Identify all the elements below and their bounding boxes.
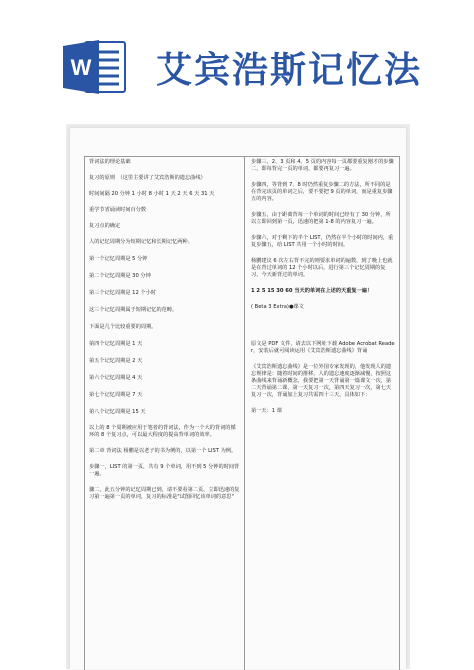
- text-line: 背词法的理论基础: [89, 159, 131, 165]
- right-column: [251, 159, 395, 415]
- text-line: 第一天：1 课: [251, 408, 282, 414]
- text-line: 步骤一，LIST 的第一页，共有 9 个单词，用不到 5 分钟的时间背一遍。: [89, 464, 240, 477]
- text-line: 第七个记忆周期是 7 天: [89, 392, 143, 398]
- text-line: ( Beta 3 Extra)●课文: [251, 304, 304, 310]
- text-line: 第五个记忆周期是 2 天: [89, 358, 143, 364]
- text-line: 步骤三，2、3 页和 4、5 页的内容每一页都要重复刚才的步骤二，即每背完一页的单词，都要再复习一遍。: [251, 159, 394, 172]
- two-column-table: [84, 156, 400, 670]
- left-column: [89, 159, 240, 501]
- word-document-icon: [63, 38, 129, 96]
- text-line: 杨鹏建议 6 次左右背不完的则要求单词的遍数，到了晚上也就是在背过单词的 12 个小时以后，进行第三个记忆周期的复习，今天新背过的单词。: [251, 258, 393, 278]
- text-line: 第一个记忆周期是 5 分钟: [89, 256, 148, 262]
- text-line: 第四个记忆周期是 1 天: [89, 341, 143, 347]
- text-line: 步骤四，等背到 7、8 时仍然重复步骤二的方法，所不同的是在背完该页的单词之后，要不要把 9 页的单词，而是重复步骤五的内容。: [251, 182, 393, 202]
- text-line: 时间间隔 20 分钟 1 小时 8 小时 1 天 2 天 6 天 31 天: [89, 191, 215, 197]
- text-line: 复习点的确定: [89, 223, 121, 229]
- text-line: 原文是 PDF 文件，请去以下网址下载 Adobe Acrobat Reader，安装后就可阅读运用《艾宾浩斯遗忘曲线》背诵: [251, 341, 395, 354]
- text-line: 第二个记忆周期是 30 分钟: [89, 273, 151, 279]
- text-line: 第三个记忆周期是 12 个小时: [89, 290, 156, 296]
- text-line: 《艾宾浩斯遗忘曲线》是一位外国专家发现的，他发现人的遗忘规律是：随着时间的推移，人的遗忘速度逐渐减慢，按照这条曲线来背诵新概念，我要把第一天背诵第一篇课文一次，第二天背诵第二课，第一天复习一次，第四天复习一次，第七天复习一次，背诵加上复习共需四十三天，具体如下：: [251, 364, 392, 398]
- text-line: 以上的 8 个周期被应用于笔者的背词法，作为一个大的背词的循环的 8 个复习点，可以最大程度的提高背单词的效率。: [89, 425, 236, 438]
- column-divider: [244, 157, 245, 670]
- text-line: 重学节省诵读时间百分数: [89, 207, 147, 213]
- word-logo-letter: W: [70, 55, 92, 80]
- document-title: 艾宾浩斯记忆法: [156, 50, 423, 91]
- text-line: 第六个记忆周期是 4 天: [89, 375, 143, 381]
- text-line: 骤二，此五分钟的记忆周期已到，请不要看第二页，立即迅速的复习第一遍第一页的单词，复习的标准是"试图回忆该单词的意思": [89, 487, 240, 500]
- text-line: 这三个记忆周期属于短期记忆的范畴。: [89, 307, 178, 313]
- text-line: 第八个记忆周期是 15 天: [89, 409, 146, 415]
- text-line: 人的记忆周期分为短期记忆和长期记忆两种。: [89, 239, 193, 245]
- text-line: 第二章 背词法 杨鹏是以老子的书为例的，以第一个 LIST 为例。: [89, 448, 237, 454]
- text-line: 步骤五，由于距离背每一个单词的时间已经有了 30 分钟，所以立即回到第一页，迅速的把第 1-8 的内容复习一遍。: [251, 212, 391, 225]
- header-banner: [0, 0, 474, 112]
- text-line: 复习的原则 （这里主要讲了艾宾浩斯的遗忘曲线）: [89, 175, 206, 181]
- text-line: 下面是几个比较重要的周期。: [89, 324, 157, 330]
- text-line: 步骤六，对于剩下的半个 LIST，仍然在半个小时的时间内，重复步骤五，给 LIST 共用一个小时的时间。: [251, 235, 394, 248]
- text-line: 1 2 5 15 30 60 当天的单词在上述的天重复一遍！: [251, 288, 373, 294]
